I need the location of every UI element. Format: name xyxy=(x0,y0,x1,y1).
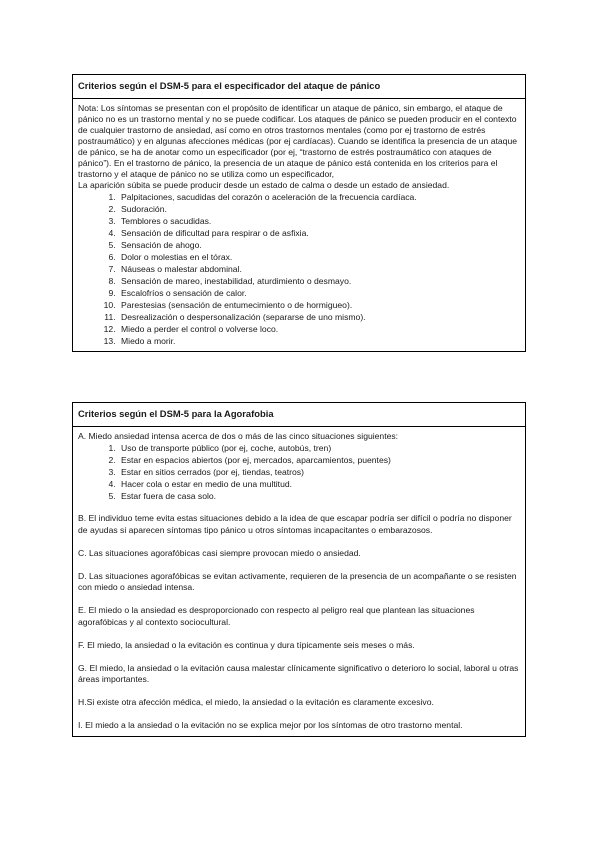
criterion-f: F. El miedo, la ansiedad o la evitación es continua y dura típicamente seis meses o más. xyxy=(78,639,415,650)
list-item: 8. Sensación de mareo, inestabilidad, aturdimiento o desmayo. xyxy=(118,275,520,287)
list-item: 7. Náuseas o malestar abdominal. xyxy=(118,263,520,275)
list-item: 4. Sensación de dificultad para respirar o de asfixia. xyxy=(118,227,520,239)
panic-note: Nota: Los síntomas se presentan con el propósito de identificar un ataque de pánico, sin embargo, el ataque de pánico no es un trastorno mental y no se puede codificar. Los ataques de pánico se pueden producir en el contexto de cualquier trastorno de ansiedad, así como en otros trastornos mentales (como por ej trastorno de estrés postraumático) y en algunas afecciones médicas (por ej cardíacas). Cuando se identifica la presencia de un ataque de pánico, se ha de anotar como un especificador (por ej, “trastorno de estrés postraumático con ataques de pánico”). En el trastorno de pánico, la presencia de un ataque de pánico está contenida en los criterios para el trastorno y el ataque de pánico no se utiliza como un especificador, xyxy=(78,103,518,179)
list-item: 3. Temblores o sacudidas. xyxy=(118,215,520,227)
list-item: 11. Desrealización o despersonalización (separarse de uno mismo). xyxy=(118,311,520,323)
criterion-b: B. El individuo teme evita estas situaciones debido a la idea de que escapar podría ser difícil o podría no disponer de ayudas si aparecen síntomas tipo pánico u otros síntomas incapacitantes o embarazosos. xyxy=(78,513,512,535)
list-item: 3. Estar en sitios cerrados (por ej, tiendas, teatros) xyxy=(118,466,520,478)
list-item: 1. Uso de transporte público (por ej, coche, autobús, tren) xyxy=(118,442,520,454)
situation-list xyxy=(78,442,520,502)
agoraphobia-criteria-box xyxy=(72,402,526,737)
list-item: 9. Escalofríos o sensación de calor. xyxy=(118,287,520,299)
list-item: 2. Estar en espacios abiertos (por ej, mercados, aparcamientos, puentes) xyxy=(118,454,520,466)
criterion-e: E. El miedo o la ansiedad es desproporcionado con respecto al peligro real que plantean las situaciones agorafóbicas y al contexto sociocultural. xyxy=(78,605,475,627)
criterion-c: C. Las situaciones agorafóbicas casi siempre provocan miedo o ansiedad. xyxy=(78,547,361,558)
panic-intro: La aparición súbita se puede producir desde un estado de calma o desde un estado de ansiedad. xyxy=(78,180,450,190)
criterion-d: D. Las situaciones agorafóbicas se evitan activamente, requieren de la presencia de un acompañante o se resisten con miedo o ansiedad intensa. xyxy=(78,570,517,592)
agoraphobia-criteria-body xyxy=(73,427,525,736)
agoraphobia-criteria-title: Criterios según el DSM-5 para la Agorafobia xyxy=(73,403,525,427)
list-item: 6. Dolor o molestias en el tórax. xyxy=(118,251,520,263)
panic-criteria-box xyxy=(72,74,526,352)
list-item: 5. Sensación de ahogo. xyxy=(118,239,520,251)
panic-criteria-title: Criterios según el DSM-5 para el especificador del ataque de pánico xyxy=(73,75,525,99)
list-item: 5. Estar fuera de casa solo. xyxy=(118,490,520,502)
criterion-a: A. Miedo ansiedad intensa acerca de dos o más de las cinco situaciones siguientes: xyxy=(78,431,399,441)
criterion-h: H.Si existe otra afección médica, el miedo, la ansiedad o la evitación es claramente excesivo. xyxy=(78,697,434,707)
criterion-i: I. El miedo a la ansiedad o la evitación no se explica mejor por los síntomas de otro trastorno mental. xyxy=(78,720,463,730)
criterion-g: G. El miedo, la ansiedad o la evitación causa malestar clínicamente significativo o deterioro lo social, laboral u otras áreas importantes. xyxy=(78,662,519,684)
list-item: 10. Parestesias (sensación de entumecimiento o de hormigueo). xyxy=(118,299,520,311)
list-item: 2. Sudoración. xyxy=(118,203,520,215)
list-item: 4. Hacer cola o estar en medio de una multitud. xyxy=(118,478,520,490)
list-item: 13. Miedo a morir. xyxy=(118,335,520,347)
panic-symptom-list xyxy=(78,191,520,347)
list-item: 12. Miedo a perder el control o volverse loco. xyxy=(118,323,520,335)
panic-criteria-body xyxy=(73,99,525,351)
list-item: 1. Palpitaciones, sacudidas del corazón o aceleración de la frecuencia cardíaca. xyxy=(118,191,520,203)
